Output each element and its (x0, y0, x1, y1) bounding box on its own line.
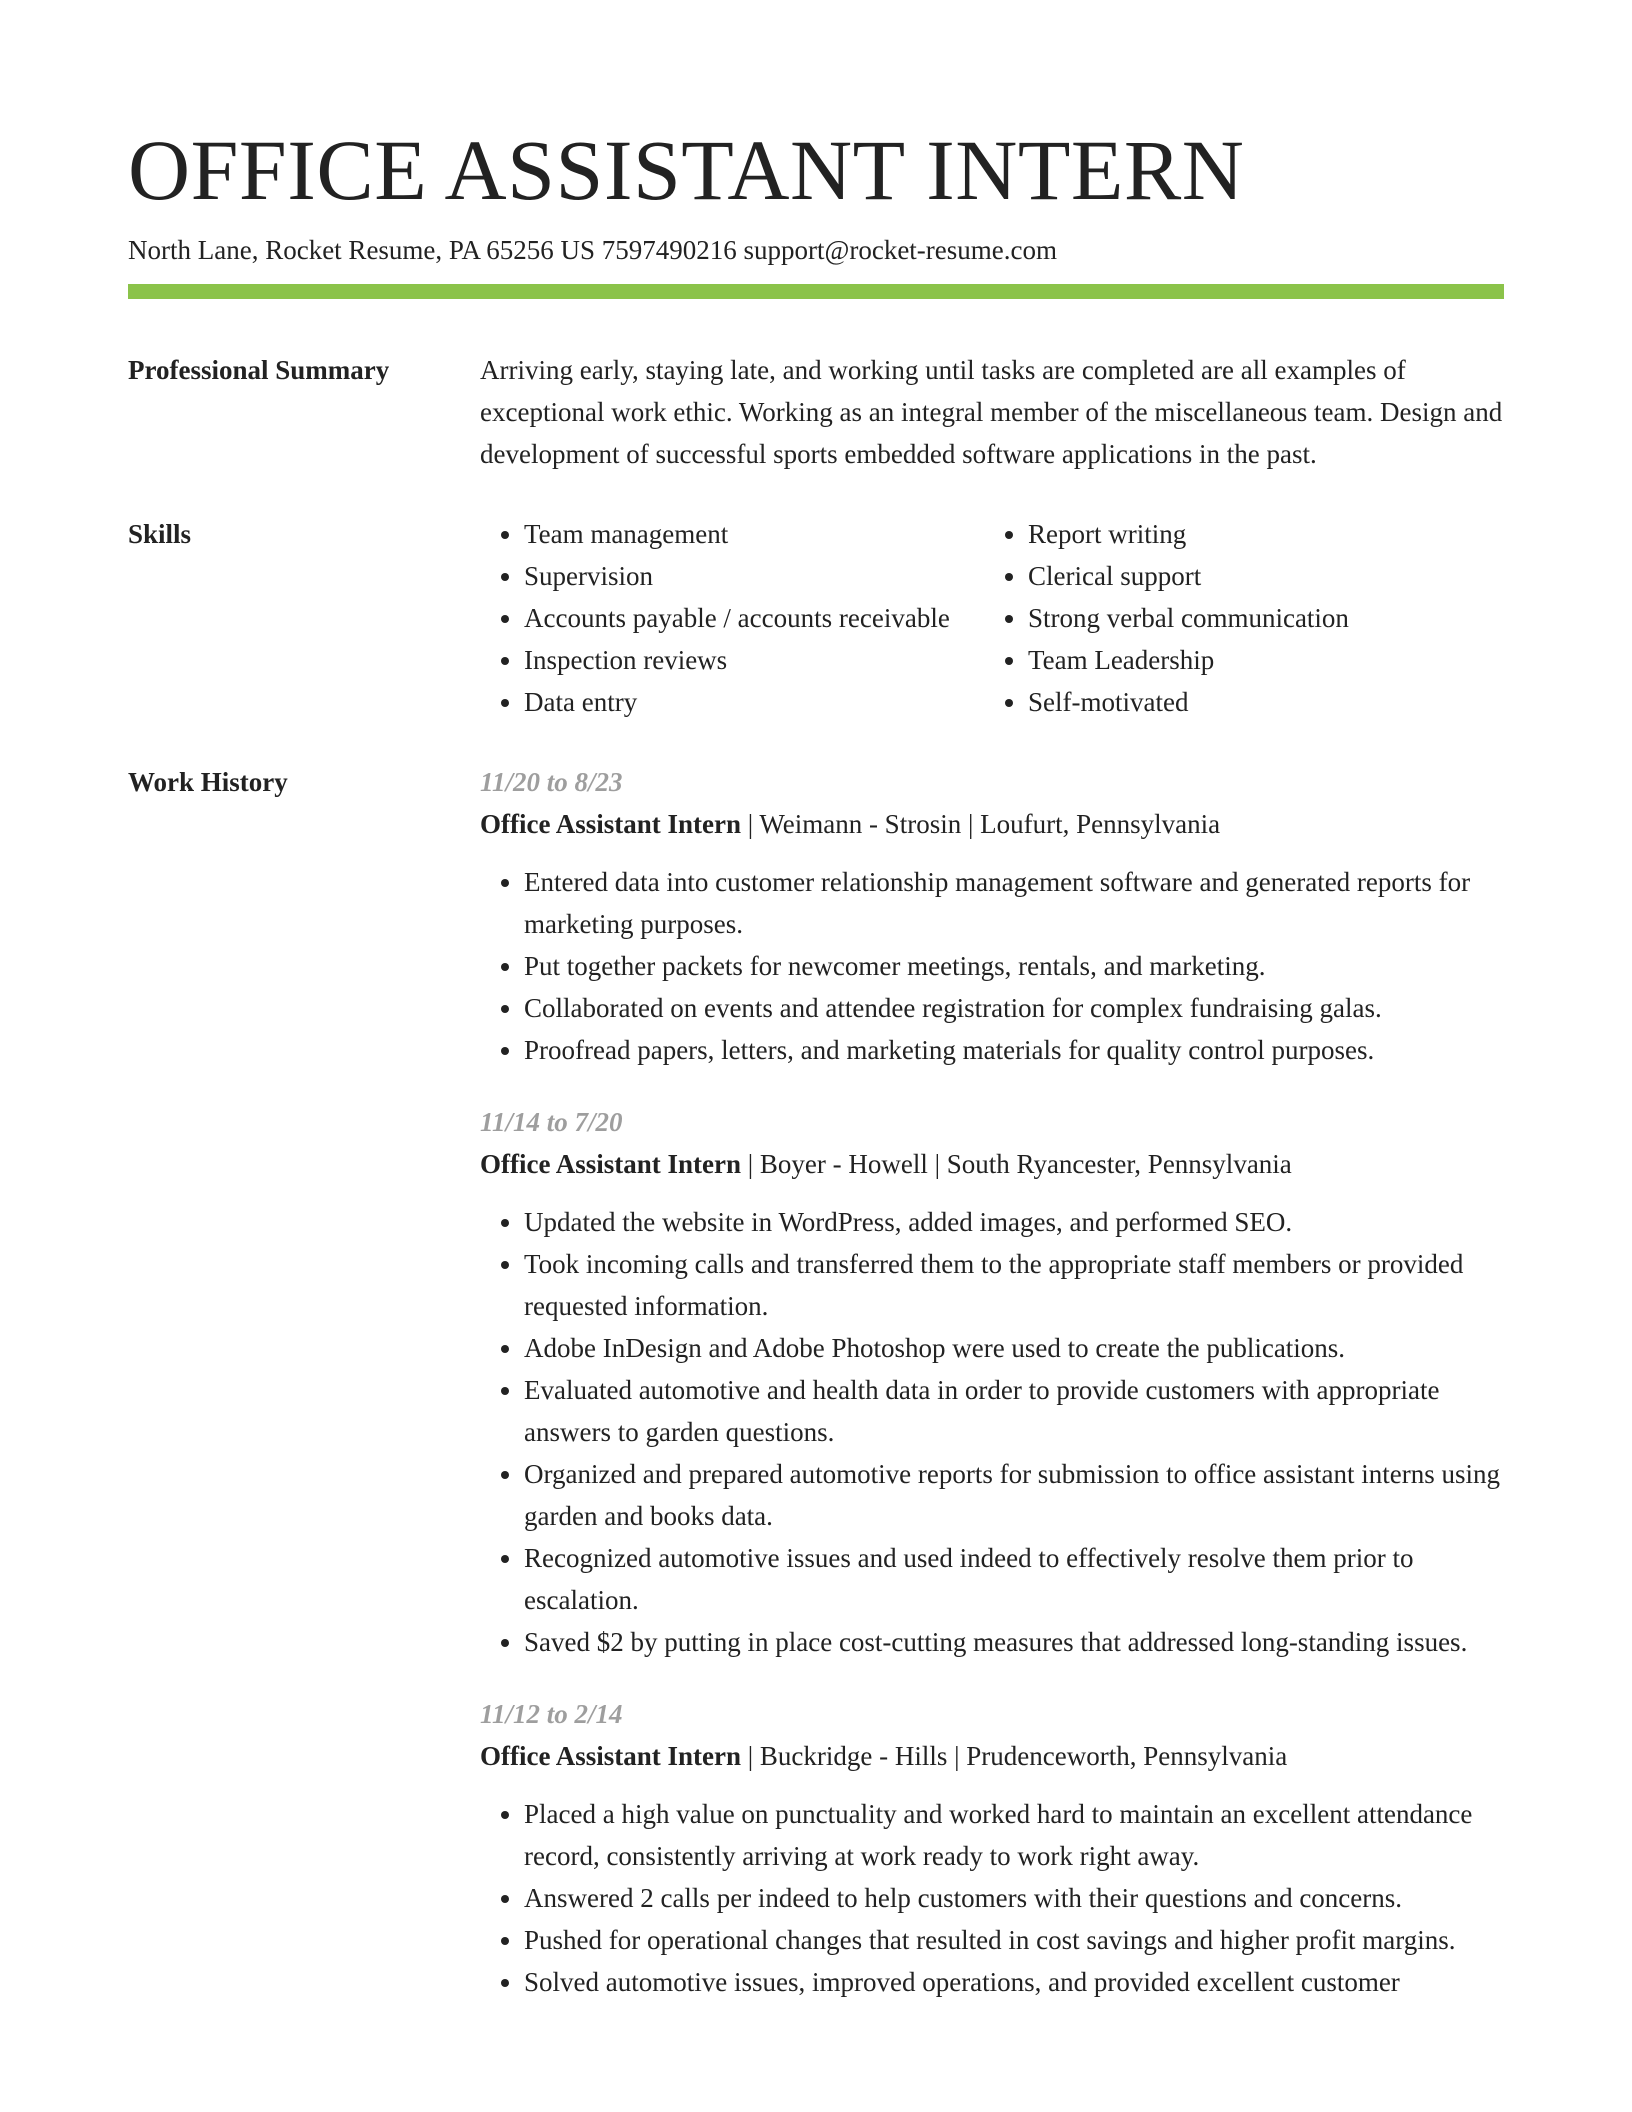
job-heading (480, 1735, 1504, 1777)
job-dates: 11/12 to 2/14 (480, 1699, 623, 1729)
job-dates: 11/14 to 7/20 (480, 1107, 623, 1137)
job-title: Office Assistant Intern (480, 809, 741, 839)
skill-item: • Team Leadership (1028, 639, 1349, 681)
job-bullets (480, 861, 1504, 1071)
work-history-heading: Work History (128, 767, 288, 797)
contact-line (128, 232, 1504, 268)
skill-item: • Self-motivated (1028, 681, 1349, 723)
job-entry (480, 761, 1504, 1071)
skill-item: • Report writing (1028, 513, 1349, 555)
contact-address: North Lane, Rocket Resume, PA 65256 US (128, 235, 595, 265)
skill-item: • Supervision (524, 555, 984, 597)
job-bullet: • Entered data into customer relationship management software and generated reports for marketing purposes. (524, 861, 1504, 945)
job-entry (480, 1693, 1504, 2003)
skill-item: • Strong verbal communication (1028, 597, 1349, 639)
job-bullets (480, 1201, 1504, 1663)
job-bullet: • Saved $2 by putting in place cost-cutting measures that addressed long-standing issues. (524, 1621, 1504, 1663)
job-bullet: • Collaborated on events and attendee registration for complex fundraising galas. (524, 987, 1504, 1029)
skill-item: • Inspection reviews (524, 639, 984, 681)
skill-item: • Data entry (524, 681, 984, 723)
job-bullet: • Put together packets for newcomer meetings, rentals, and marketing. (524, 945, 1504, 987)
skills-body (480, 513, 1504, 723)
work-history-body (480, 761, 1504, 2033)
job-bullet: • Evaluated automotive and health data in order to provide customers with appropriate answers to garden questions. (524, 1369, 1504, 1453)
job-title: Office Assistant Intern (480, 1149, 741, 1179)
contact-phone: 7597490216 (601, 235, 737, 265)
job-dates: 11/20 to 8/23 (480, 767, 623, 797)
job-bullet: • Organized and prepared automotive reports for submission to office assistant interns using garden and books data. (524, 1453, 1504, 1537)
job-bullet: • Adobe InDesign and Adobe Photoshop were used to create the publications. (524, 1327, 1504, 1369)
skills-list-right (984, 513, 1349, 723)
job-company-location: | Weimann - Strosin | Loufurt, Pennsylvania (740, 809, 1221, 839)
job-bullet: • Placed a high value on punctuality and worked hard to maintain an excellent attendance record, consistently arriving at work ready to work right away. (524, 1793, 1504, 1877)
job-bullets (480, 1793, 1504, 2003)
summary-body (480, 349, 1504, 475)
header-divider (128, 284, 1504, 299)
job-bullet: • Updated the website in WordPress, added images, and performed SEO. (524, 1201, 1504, 1243)
job-bullet: • Solved automotive issues, improved operations, and provided excellent customer (524, 1961, 1504, 2003)
job-entry (480, 1101, 1504, 1663)
resume-page (128, 0, 1504, 2033)
job-bullet: • Proofread papers, letters, and marketing materials for quality control purposes. (524, 1029, 1504, 1071)
job-bullet: • Pushed for operational changes that resulted in cost savings and higher profit margins. (524, 1919, 1504, 1961)
skills-heading: Skills (128, 519, 192, 549)
skills-list-left (480, 513, 984, 723)
skill-item: • Clerical support (1028, 555, 1349, 597)
job-heading (480, 1143, 1504, 1185)
summary-section (128, 349, 1504, 475)
job-title: Office Assistant Intern (480, 1741, 741, 1771)
skills-columns (480, 513, 1504, 723)
job-bullet: • Recognized automotive issues and used indeed to effectively resolve them prior to escalation. (524, 1537, 1504, 1621)
resume-title: OFFICE ASSISTANT INTERN (128, 122, 1245, 218)
skills-section (128, 513, 1504, 723)
skill-item: • Accounts payable / accounts receivable (524, 597, 984, 639)
summary-heading: Professional Summary (128, 355, 390, 385)
contact-email[interactable]: support@rocket-resume.com (743, 235, 1058, 265)
job-company-location: | Boyer - Howell | South Ryancester, Pennsylvania (740, 1149, 1292, 1179)
job-bullet: • Answered 2 calls per indeed to help customers with their questions and concerns. (524, 1877, 1504, 1919)
job-bullet: • Took incoming calls and transferred them to the appropriate staff members or provided requested information. (524, 1243, 1504, 1327)
job-company-location: | Buckridge - Hills | Prudenceworth, Pennsylvania (740, 1741, 1288, 1771)
summary-text: Arriving early, staying late, and working until tasks are completed are all examples of exceptional work ethic. Working as an integral member of the miscellaneous team. Design and development of successful sports embedded software applications in the past. (480, 355, 1503, 469)
work-history-section (128, 761, 1504, 2033)
skill-item: • Team management (524, 513, 984, 555)
job-heading (480, 803, 1504, 845)
